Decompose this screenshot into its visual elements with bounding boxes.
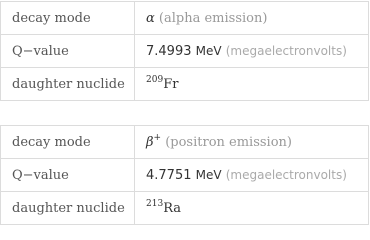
decay-mode-symbol: β <box>146 134 154 150</box>
q-value-cell <box>135 35 369 68</box>
nuclide-mass-number: 209 <box>146 74 164 85</box>
nuclide-mass-number: 213 <box>146 198 164 209</box>
daughter-nuclide-value <box>135 68 369 101</box>
decay-mode-label: decay mode <box>1 2 135 35</box>
daughter-nuclide-label: daughter nuclide <box>1 68 135 101</box>
table-row <box>1 192 369 225</box>
decay-mode-description: (alpha emission) <box>158 10 268 26</box>
decay-mode-superscript: + <box>153 132 162 143</box>
q-value-label: Q−value <box>1 35 135 68</box>
table-row <box>1 35 369 68</box>
nuclide-element: Ra <box>163 200 182 216</box>
decay-mode-description: (positron emission) <box>165 134 292 150</box>
q-value-unit: MeV <box>195 167 222 182</box>
daughter-nuclide-value <box>135 192 369 225</box>
decay-mode-label: decay mode <box>1 126 135 159</box>
q-value-unit-description: (megaelectronvolts) <box>225 43 347 58</box>
q-value-label: Q−value <box>1 159 135 192</box>
daughter-nuclide-label: daughter nuclide <box>1 192 135 225</box>
q-value-number: 4.7751 <box>146 167 192 183</box>
table-row <box>1 126 369 159</box>
q-value-unit-description: (megaelectronvolts) <box>225 167 347 182</box>
decay-mode-symbol: α <box>146 10 155 26</box>
q-value-cell <box>135 159 369 192</box>
decay-table-2 <box>0 125 369 225</box>
q-value-unit: MeV <box>195 43 222 58</box>
table-row <box>1 68 369 101</box>
q-value-number: 7.4993 <box>146 43 192 59</box>
table-row <box>1 2 369 35</box>
decay-mode-value <box>135 2 369 35</box>
nuclide-element: Fr <box>163 76 179 92</box>
decay-mode-value <box>135 126 369 159</box>
decay-table-1 <box>0 1 369 101</box>
table-row <box>1 159 369 192</box>
